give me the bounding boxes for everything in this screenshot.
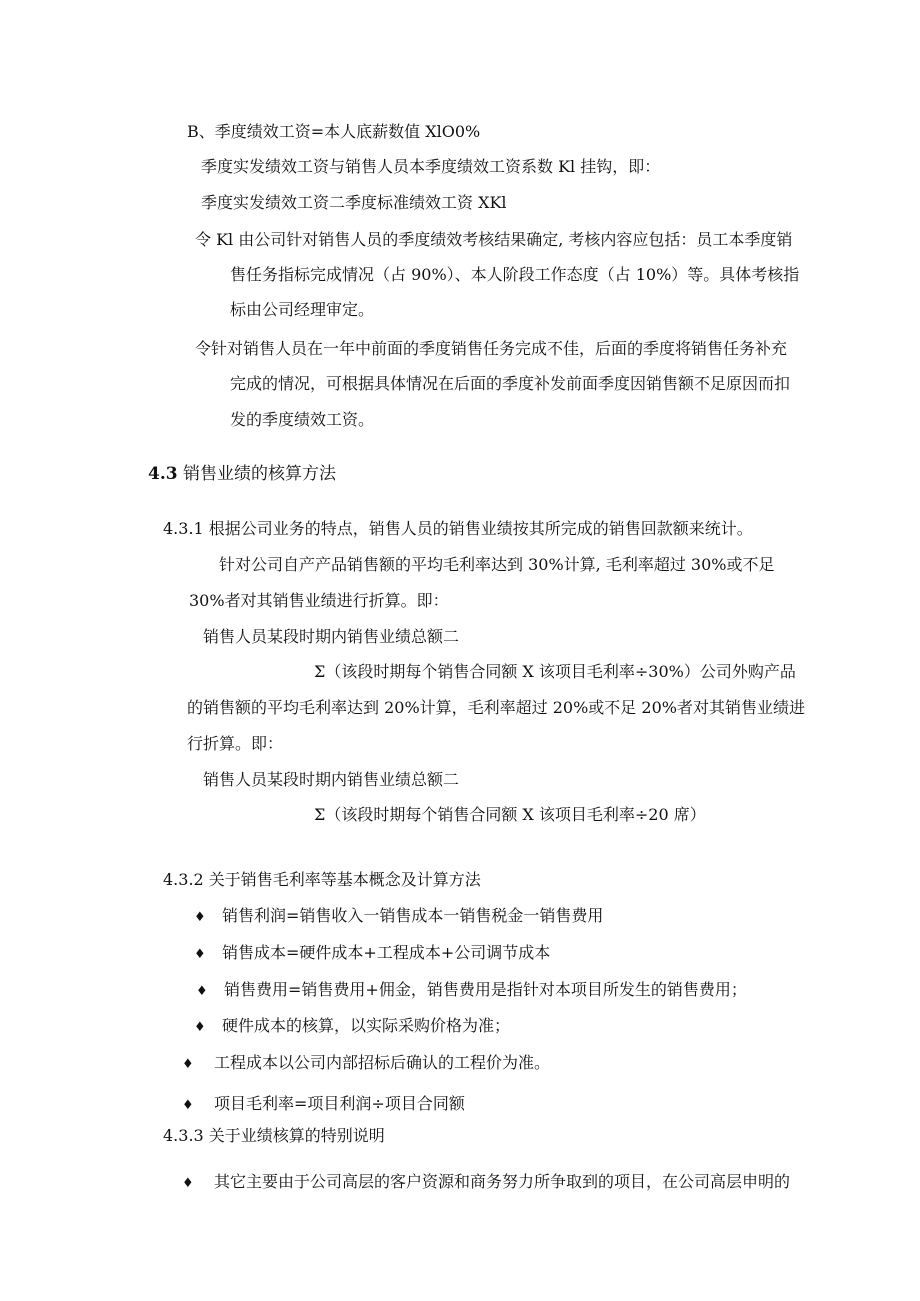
list-item-text: 项目毛利率=项目利润÷项目合同额 — [214, 1094, 465, 1113]
list-item-text: 销售利润=销售收入一销售成本一销售税金一销售费用 — [222, 906, 604, 925]
quarterly-bonus-actual-formula: 季度实发绩效工资二季度标准绩效工资 XKl — [201, 193, 507, 212]
purchased-product-line-2: 行折算。即： — [187, 734, 284, 753]
list-item — [182, 1171, 790, 1195]
k1-note-line-3: 标由公司经理审定。 — [230, 300, 375, 319]
diamond-bullet-icon: ♦ — [182, 1176, 194, 1191]
diamond-bullet-icon: ♦ — [196, 984, 208, 999]
makeup-note-line-2: 完成的情况，可根据具体情况在后面的季度补发前面季度因销售额不足原因而扣 — [230, 374, 791, 393]
list-item-text: 销售成本=硬件成本+工程成本+公司调节成本 — [222, 943, 551, 962]
quarterly-bonus-k1-link: 季度实发绩效工资与销售人员本季度绩效工资系数 Kl 挂钩，即： — [201, 157, 661, 176]
diamond-bullet-icon: ♦ — [182, 1057, 194, 1072]
makeup-note-line-1: 令针对销售人员在一年中前面的季度销售任务完成不佳，后面的季度将销售任务补充 — [195, 339, 788, 358]
list-item-text: 硬件成本的核算，以实际采购价格为准； — [222, 1016, 511, 1035]
section-4-3-number: 4.3 — [148, 464, 178, 484]
list-item — [194, 942, 550, 966]
list-item-text: 其它主要由于公司高层的客户资源和商务努力所争取到的项目，在公司高层申明的 — [214, 1172, 791, 1191]
diamond-bullet-icon: ♦ — [194, 1020, 206, 1035]
purchased-product-line-1: 的销售额的平均毛利率达到 20%计算，毛利率超过 20%或不足 20%者对其销售业绩进 — [187, 698, 805, 717]
list-item-text: 销售费用=销售费用+佣金，销售费用是指针对本项目所发生的销售费用； — [224, 980, 747, 999]
list-item — [194, 1015, 510, 1039]
section-4-3-1-line-1: 4.3.1 根据公司业务的特点，销售人员的销售业绩按其所完成的销售回款额来统计。 — [163, 519, 753, 538]
purchased-product-formula-lhs: 销售人员某段时期内销售业绩总额二 — [203, 770, 460, 789]
self-product-formula-lhs: 销售人员某段时期内销售业绩总额二 — [203, 627, 460, 646]
k1-note-line-2: 售任务指标完成情况（占 90%）、本人阶段工作态度（占 10%）等。具体考核指 — [230, 265, 800, 284]
quarterly-bonus-formula: B、季度绩效工资=本人底薪数值 XlO0% — [187, 122, 481, 141]
list-item — [182, 1093, 465, 1117]
list-item — [182, 1052, 550, 1076]
diamond-bullet-icon: ♦ — [182, 1098, 194, 1113]
section-4-3-2-heading: 4.3.2 关于销售毛利率等基本概念及计算方法 — [163, 870, 481, 889]
diamond-bullet-icon: ♦ — [194, 947, 206, 962]
list-item — [196, 979, 747, 1003]
section-4-3-1-line-3: 30%者对其销售业绩进行折算。即： — [189, 591, 449, 610]
purchased-product-formula-rhs: Σ（该段时期每个销售合同额 X 该项目毛利率÷20 席） — [314, 805, 706, 824]
makeup-note-line-3: 发的季度绩效工资。 — [230, 410, 375, 429]
k1-note-line-1: 令 Kl 由公司针对销售人员的季度绩效考核结果确定, 考核内容应包括：员工本季度销 — [195, 230, 793, 249]
section-4-3-title: 销售业绩的核算方法 — [177, 464, 336, 484]
section-4-3-3-heading: 4.3.3 关于业绩核算的特别说明 — [163, 1126, 385, 1145]
diamond-bullet-icon: ♦ — [194, 910, 206, 925]
section-4-3-1-line-2: 针对公司自产产品销售额的平均毛利率达到 30%计算, 毛利率超过 30%或不足 — [219, 555, 775, 574]
self-product-formula-rhs: Σ（该段时期每个销售合同额 X 该项目毛利率÷30%）公司外购产品 — [314, 662, 796, 681]
list-item — [194, 905, 603, 929]
section-4-3-heading — [148, 463, 336, 485]
list-item-text: 工程成本以公司内部招标后确认的工程价为准。 — [214, 1053, 551, 1072]
